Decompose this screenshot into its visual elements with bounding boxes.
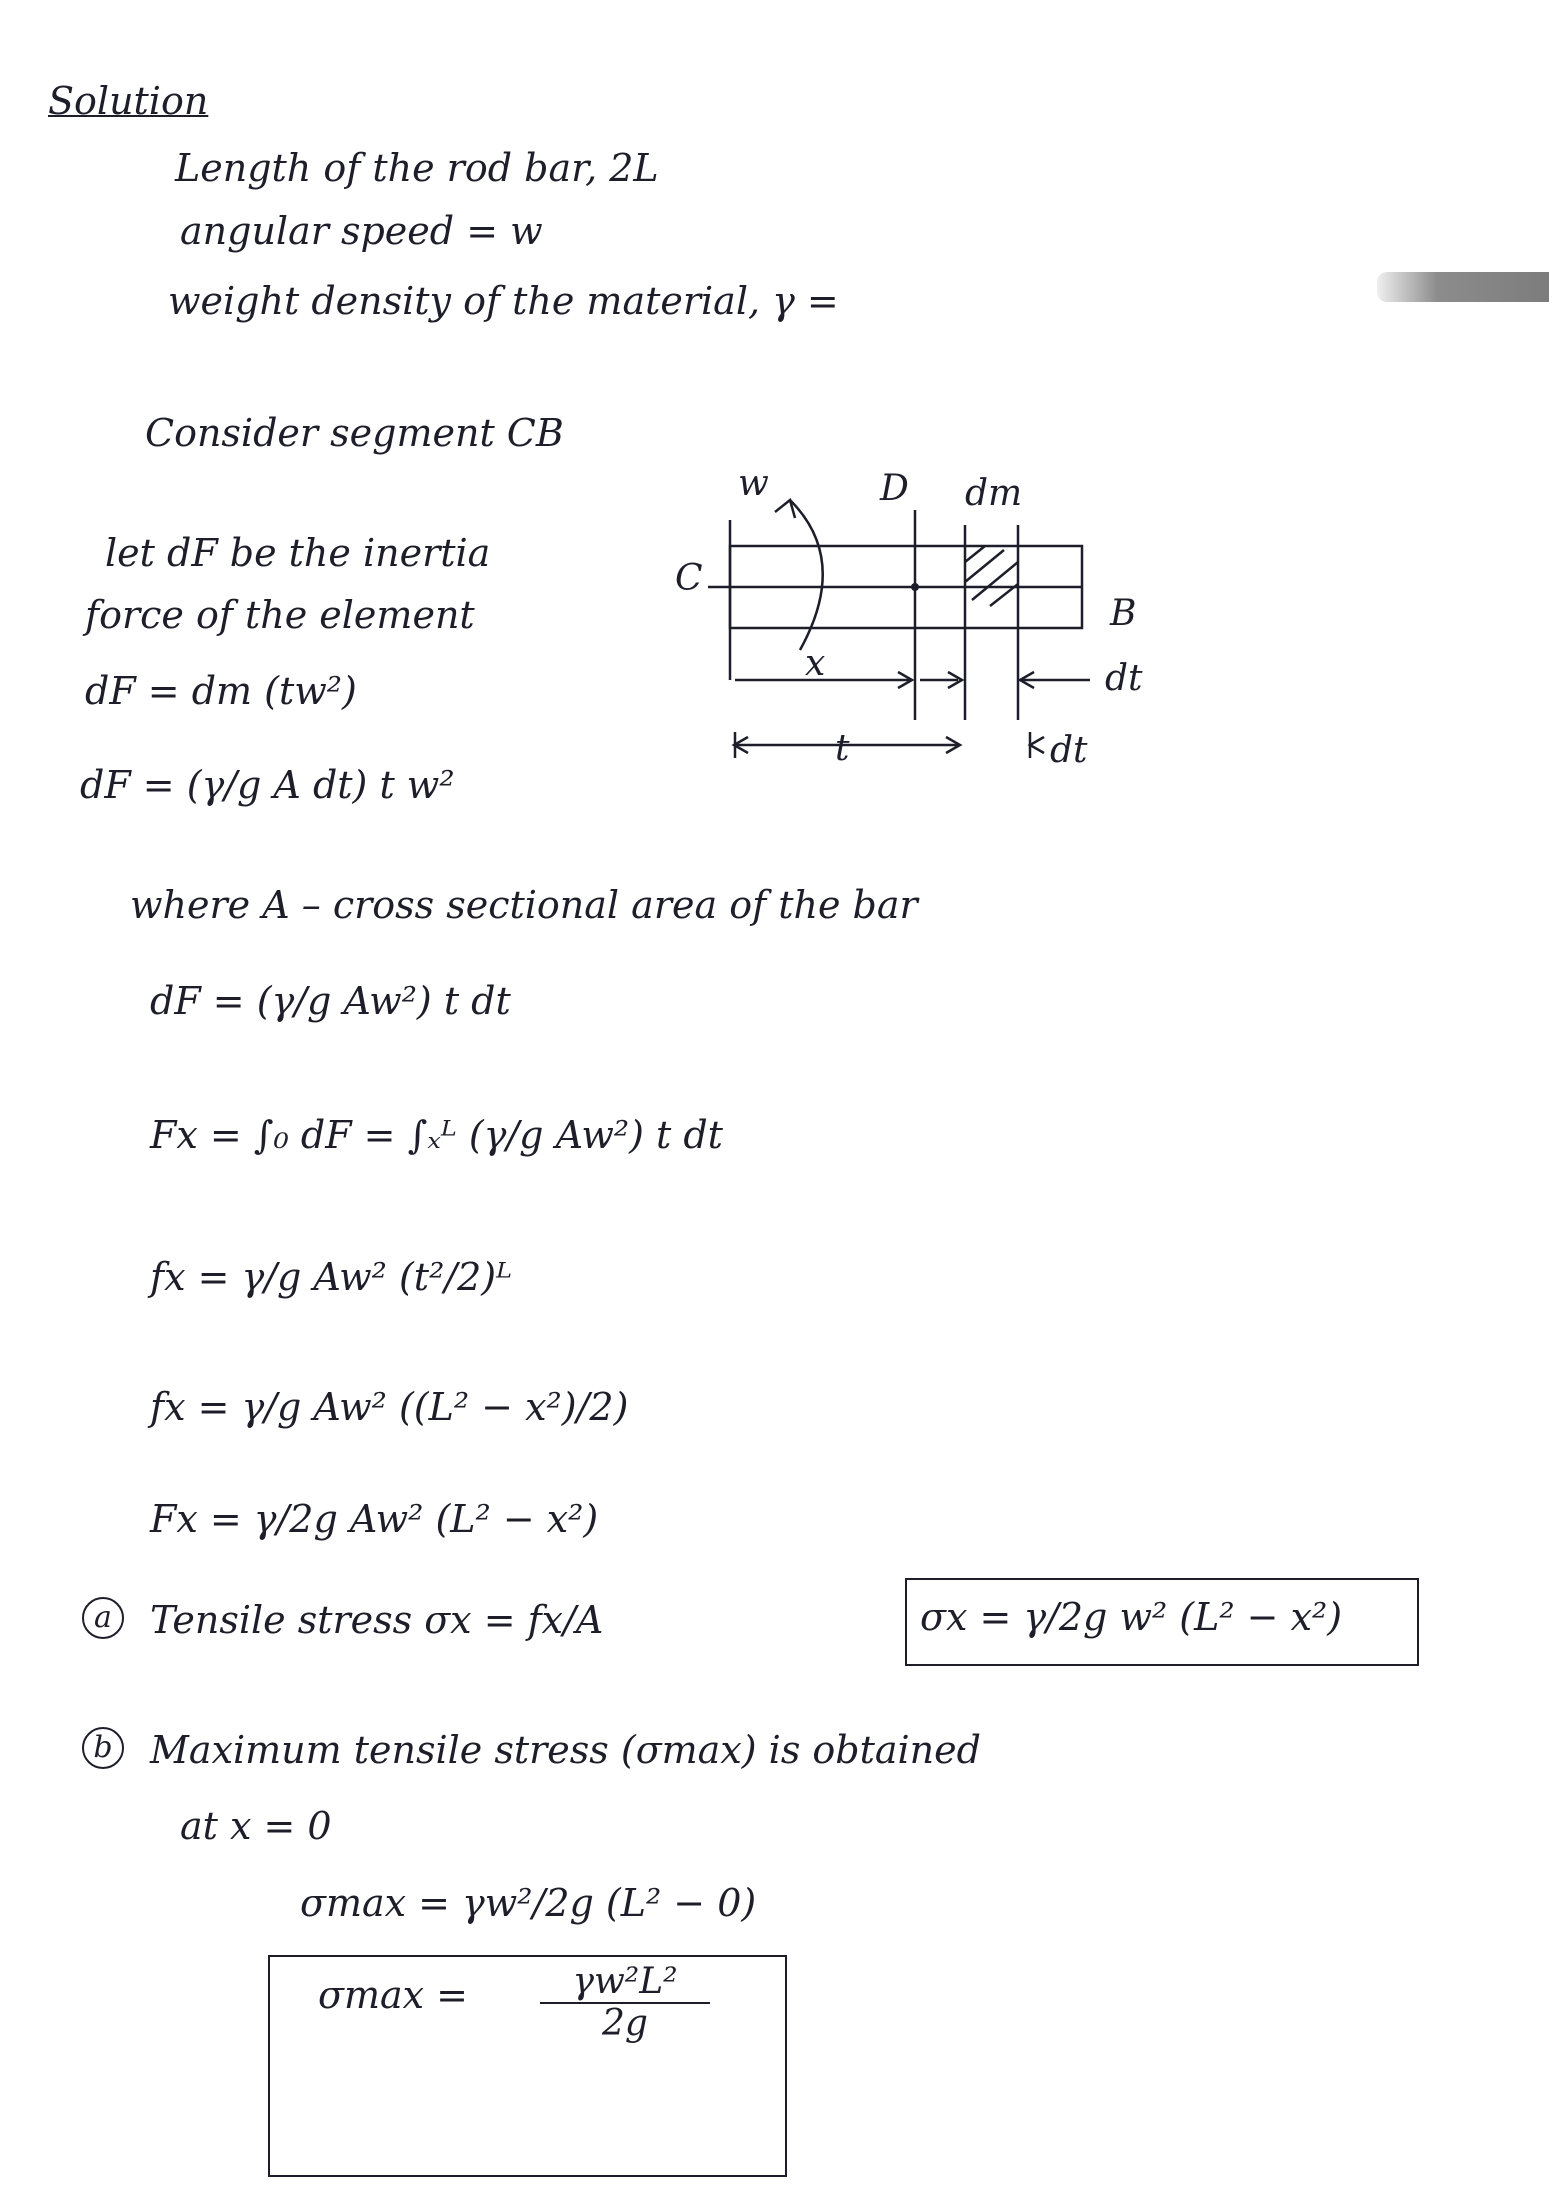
part-b-text: Maximum tensile stress (σmax) is obtained <box>150 1728 981 1772</box>
part-b-condition: at x = 0 <box>180 1804 332 1848</box>
eq-fx-1: fx = γ/g Aw² (t²/2)ᴸ <box>150 1255 513 1299</box>
label-x: x <box>805 643 826 684</box>
part-a-answer: σx = γ/2g w² (L² − x²) <box>920 1595 1343 1639</box>
label-dt-bottom: dt <box>1050 730 1088 771</box>
eq-fx-2: fx = γ/g Aw² ((L² − x²)/2) <box>150 1385 629 1429</box>
dt2-arrowhead <box>1030 737 1044 753</box>
label-c: C <box>675 558 703 599</box>
given-length: Length of the rod bar, 2L <box>175 146 659 190</box>
label-b: B <box>1110 593 1137 634</box>
eq-df-dm: dF = dm (tw²) <box>85 669 357 713</box>
eq-fx-3: Fx = γ/2g Aw² (L² − x²) <box>150 1497 599 1541</box>
label-t: t <box>835 728 850 769</box>
part-b-marker: b <box>82 1727 124 1769</box>
part-a-marker: a <box>82 1597 124 1639</box>
label-w: w <box>738 463 769 504</box>
let-df-line2: force of the element <box>85 593 475 637</box>
sigma-max-lhs: σmax = <box>318 1973 468 2017</box>
where-area: where A – cross sectional area of the bar <box>130 883 918 927</box>
sigma-max-eq: σmax = γw²/2g (L² − 0) <box>300 1881 757 1925</box>
eq-integral: Fx = ∫₀ dF = ∫ₓᴸ (γ/g Aw²) t dt <box>150 1113 723 1157</box>
solution-title: Solution <box>48 79 209 123</box>
consider-segment: Consider segment CB <box>145 411 564 455</box>
eq-df-simplified: dF = (γ/g Aw²) t dt <box>150 979 511 1023</box>
let-df-line1: let dF be the inertia <box>105 531 491 575</box>
given-density: weight density of the material, γ = <box>168 279 839 323</box>
given-speed: angular speed = w <box>180 209 543 253</box>
point-d <box>911 583 919 591</box>
eq-df-expanded: dF = (γ/g A dt) t w² <box>80 763 455 807</box>
hatch-1 <box>965 546 985 562</box>
part-a-text: Tensile stress σx = fx/A <box>150 1598 604 1642</box>
sigma-max-numerator: γw²L² <box>540 1962 710 2004</box>
sigma-max-denominator: 2g <box>602 2003 648 2044</box>
label-d: D <box>880 468 909 509</box>
label-dt: dt <box>1105 658 1143 699</box>
hatch-3 <box>972 562 1018 600</box>
label-dm: dm <box>965 473 1023 514</box>
rotation-arrowhead <box>775 500 795 518</box>
